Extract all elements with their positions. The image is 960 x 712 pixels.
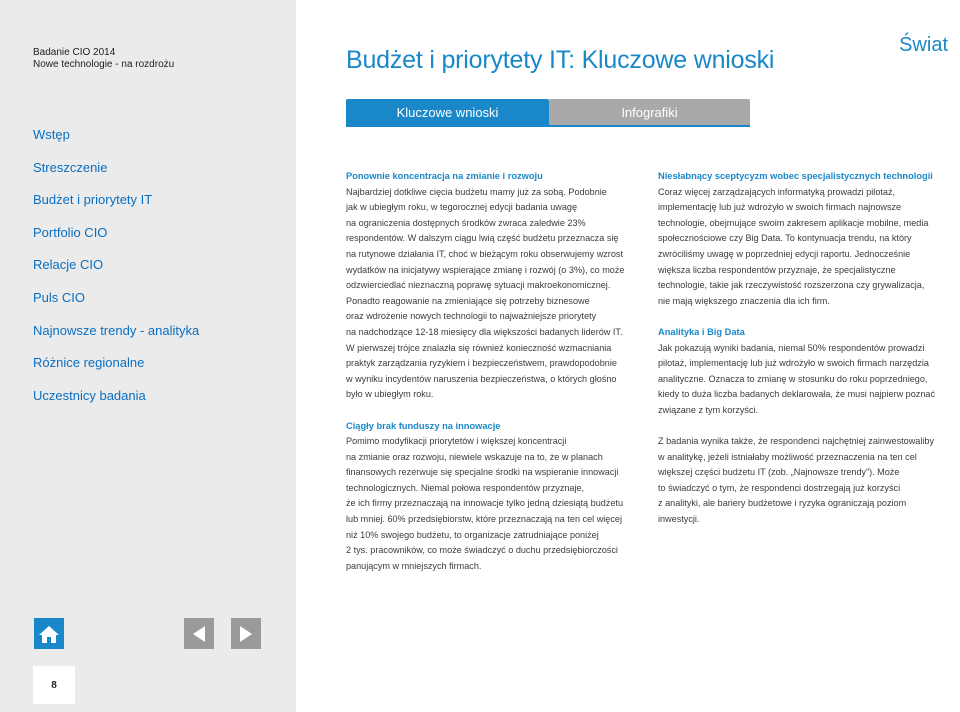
sidebar-nav: [33, 126, 199, 419]
section-body: Pomimo modyfikacji priorytetów i większej koncentracji na zmianie oraz rozwoju, niewiele wskazuje na to, że w planach finansowych rezerwuje się specjalne środki na wspieranie innowacji technologicznych. Niemal połowa respondentów przyznaje, że ich firmy przeznaczają na innowacje tylko jedną dziesiątą budżetu lub mniej. 60% przedsiębiorstw, które przeznaczają na ten cel więcej niż 10% swojego budżetu, to organizacje zatrudniające poniżej 2 tys. pracowników, co może świadczyć o duchu przedsiębiorczości panującym w mniejszych firmach.: [346, 436, 624, 571]
section-heading: Niesłabnący sceptycyzm wobec specjalistycznych technologii: [658, 171, 933, 181]
section-heading: Ciągły brak funduszy na innowacje: [346, 420, 501, 431]
section-body: Najbardziej dotkliwe cięcia budżetu mamy już za sobą. Podobnie jak w ubiegłym roku, w tegorocznej edycji badania uwagę na ograniczenia dostępnych środków zwraca zaledwie 23% respondentów. W dalszym ciągu lwią część budżetu przeznacza się na rutynowe działania IT, choć w bieżącym roku obserwujemy wzrost wydatków na inicjatywy wspierające zmianę i rozwój (o 3%), co może odzwierciedlać nieznaczną poprawę sytuacji makroekonomicznej. Ponadto reagowanie na zmieniające się potrzeby biznesowe oraz wdrożenie nowych technologii to najważniejsze priorytety na nadchodzące 12-18 miesięcy dla większości badanych liderów IT. W pierwszej trójce znalazła się również konieczność wzmacniania praktyk zarządzania ryzykiem i bezpieczeństwem, prawdopodobnie w wyniku incydentów naruszenia bezpieczeństwa, o których głośno było w ubiegłym roku.: [346, 186, 625, 400]
brand-block: [33, 47, 174, 71]
section-heading: Ponownie koncentracja na zmianie i rozwoju: [346, 171, 543, 181]
home-icon: [38, 624, 60, 644]
page-controls: [34, 618, 264, 652]
page-number: 8: [33, 666, 75, 704]
section-body: Z badania wynika także, że respondenci najchętniej zainwestowaliby w analitykę, jeżeli istniałaby możliwość przeznaczenia na ten cel większej części budżetu IT (zob. „Najnowsze trendy”). Może to świadczyć o tym, że respondenci dostrzegają już korzyści z analityki, ale bariery budżetowe i ryzyka ograniczają poziom inwestycji.: [658, 436, 935, 525]
sidebar-item-portfolio[interactable]: Portfolio CIO: [33, 224, 108, 240]
arrow-left-icon: [191, 625, 207, 643]
section-heading: Analityka i Big Data: [658, 326, 745, 337]
sidebar-item-roznice[interactable]: Różnice regionalne: [33, 355, 145, 371]
content-column-right: [658, 169, 958, 528]
brand-title: Badanie CIO 2014: [33, 47, 116, 58]
tab-kluczowe-wnioski[interactable]: Kluczowe wnioski: [346, 99, 549, 125]
tab-underline: [346, 125, 750, 127]
content-column-left: [346, 169, 646, 574]
arrow-right-icon: [238, 625, 254, 643]
sidebar: [0, 0, 296, 712]
sidebar-item-puls[interactable]: Puls CIO: [33, 289, 86, 305]
sidebar-item-budzet[interactable]: Budżet i priorytety IT: [33, 192, 153, 208]
sidebar-item-uczestnicy[interactable]: Uczestnicy badania: [33, 387, 146, 403]
tab-infografiki[interactable]: Infografiki: [549, 99, 750, 125]
region-label[interactable]: Świat: [899, 34, 948, 56]
brand-subtitle: Nowe technologie - na rozdrożu: [33, 59, 175, 70]
home-button[interactable]: [34, 618, 64, 649]
next-page-button[interactable]: [231, 618, 261, 649]
previous-page-button[interactable]: [184, 618, 214, 649]
section-body: Jak pokazują wyniki badania, niemal 50% respondentów prowadzi pilotaż, implementację lub już wdrożyło w swoich firmach narzędzia analityczne. Oznacza to zmianę w stosunku do roku poprzedniego, kiedy to duża liczba badanych deklarowała, że musi najpierw poznać związane z tym korzyści.: [658, 342, 936, 415]
page-title: Budżet i priorytety IT: Kluczowe wnioski: [346, 46, 775, 74]
sidebar-item-trendy[interactable]: Najnowsze trendy - analityka: [33, 322, 200, 338]
sidebar-item-wstep[interactable]: Wstęp: [33, 127, 70, 142]
sidebar-item-streszczenie[interactable]: Streszczenie: [33, 159, 108, 175]
section-body: Coraz więcej zarządzających informatyką prowadzi pilotaż, implementację lub już wdrożyło w swoich firmach najnowsze technologie, obejmujące swoim zakresem aplikacje mobilne, media społecznościowe czy Big Data. To kontynuacja trendu, na który zwróciliśmy uwagę w poprzedniej edycji raportu. Jednocześnie większa liczba respondentów przyznaje, że specjalistyczne technologie, takie jak rzeczywistość rozszerzona czy grywalizacja, nie mają większego znaczenia dla ich firm.: [658, 186, 929, 306]
sidebar-item-relacje[interactable]: Relacje CIO: [33, 257, 104, 273]
